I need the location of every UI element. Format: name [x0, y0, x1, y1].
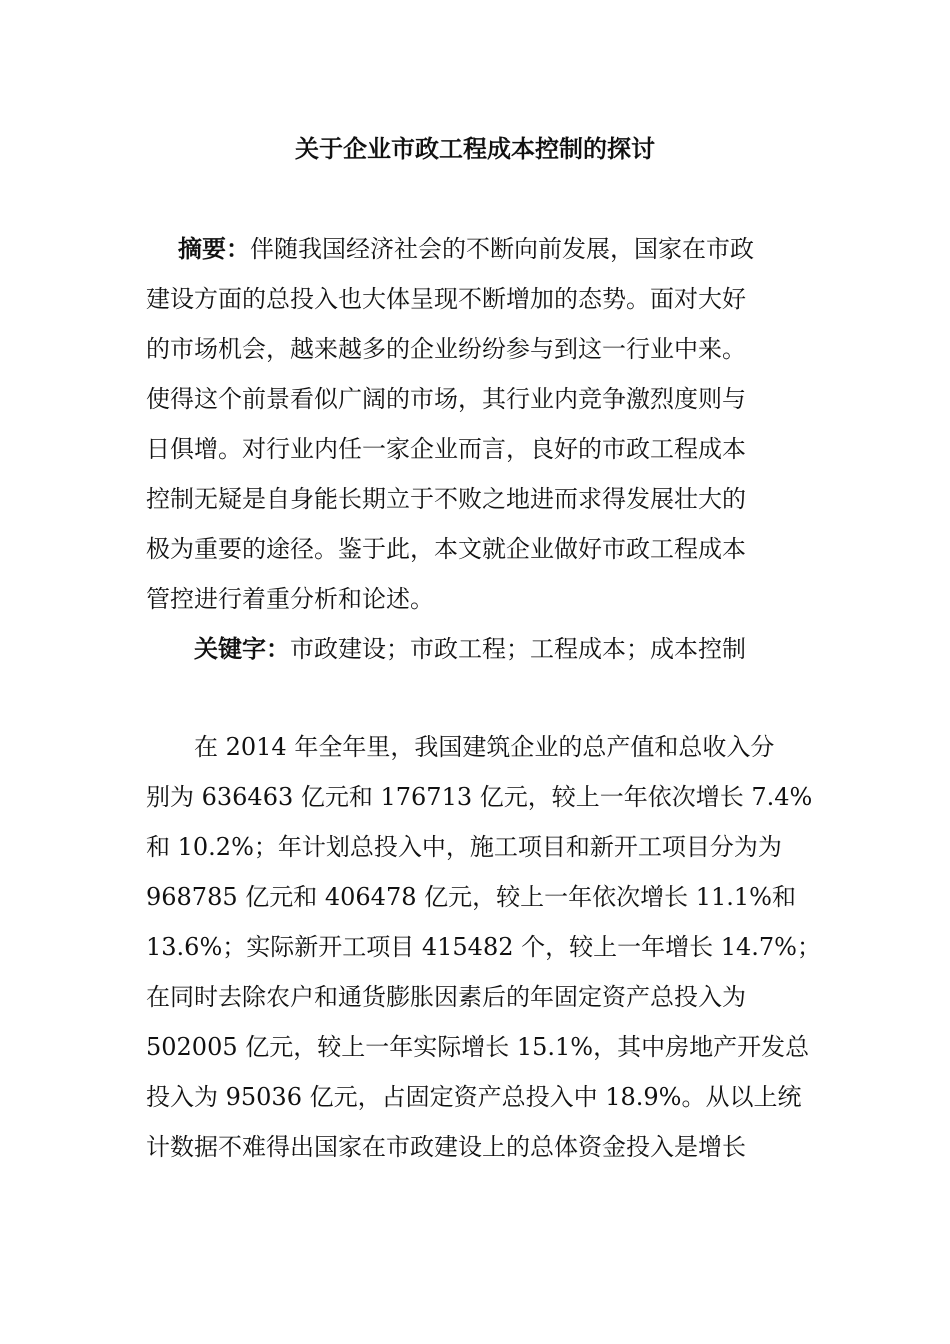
body-line: 别为 636463 亿元和 176713 亿元，较上一年依次增长 7.4%	[146, 783, 813, 811]
body-line: 502005 亿元，较上一年实际增长 15.1%，其中房地产开发总	[146, 1033, 810, 1061]
abstract-label: 摘要：	[178, 235, 250, 263]
body-line: 在 2014 年全年里，我国建筑企业的总产值和总收入分	[194, 733, 775, 761]
keywords-text: 市政建设；市政工程；工程成本；成本控制	[290, 635, 746, 663]
abstract-text: 伴随我国经济社会的不断向前发展，国家在市政	[250, 235, 754, 263]
abstract-paragraph	[146, 224, 811, 624]
abstract-line	[146, 224, 811, 274]
abstract-line: 日俱增。对行业内任一家企业而言，良好的市政工程成本	[146, 435, 746, 463]
abstract-line: 极为重要的途径。鉴于此，本文就企业做好市政工程成本	[146, 535, 746, 563]
abstract-line: 控制无疑是自身能长期立于不败之地进而求得发展壮大的	[146, 485, 746, 513]
document-title: 关于企业市政工程成本控制的探讨	[295, 134, 655, 163]
body-line: 968785 亿元和 406478 亿元，较上一年依次增长 11.1%和	[146, 883, 796, 911]
body-line: 在同时去除农户和通货膨胀因素后的年固定资产总投入为	[146, 983, 746, 1011]
abstract-line: 的市场机会，越来越多的企业纷纷参与到这一行业中来。	[146, 335, 746, 363]
body-line: 和 10.2%；年计划总投入中，施工项目和新开工项目分为为	[146, 833, 782, 861]
keywords-label: 关键字：	[194, 635, 290, 663]
abstract-line: 建设方面的总投入也大体呈现不断增加的态势。面对大好	[146, 285, 746, 313]
keywords-line	[146, 624, 811, 674]
abstract-line: 使得这个前景看似广阔的市场，其行业内竞争激烈度则与	[146, 385, 746, 413]
body-paragraph	[146, 722, 821, 1172]
abstract-line: 管控进行着重分析和论述。	[146, 585, 434, 613]
body-line: 投入为 95036 亿元，占固定资产总投入中 18.9%。从以上统	[146, 1083, 802, 1111]
keywords-paragraph	[146, 624, 811, 674]
body-line: 计数据不难得出国家在市政建设上的总体资金投入是增长	[146, 1133, 746, 1161]
body-line: 13.6%；实际新开工项目 415482 个，较上一年增长 14.7%；	[146, 933, 821, 961]
